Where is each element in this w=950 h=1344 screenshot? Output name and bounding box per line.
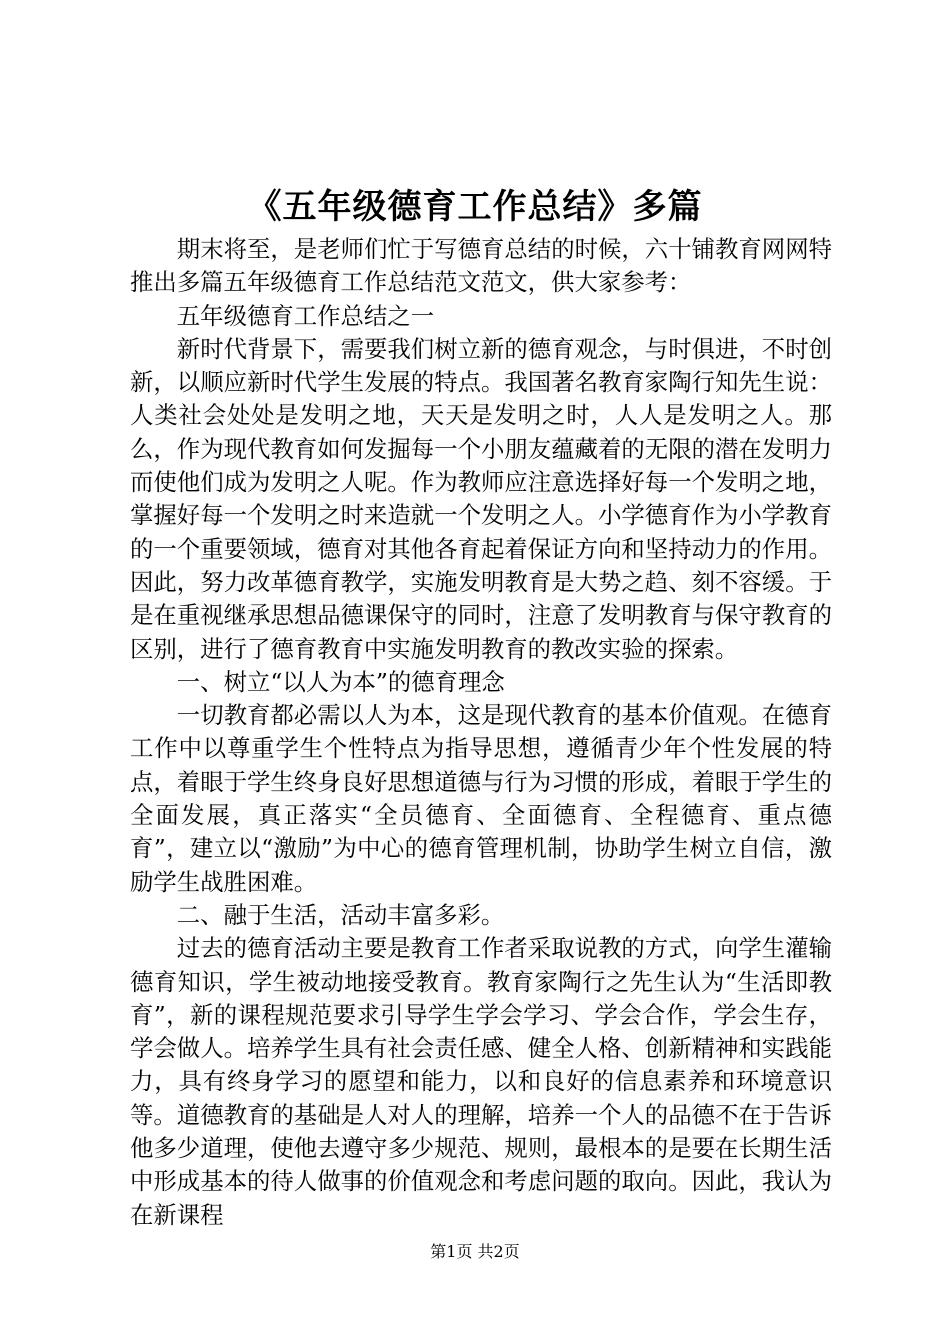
section-heading-two: 二、融于生活，活动丰富多彩。 — [176, 900, 505, 929]
document-body — [130, 233, 832, 1232]
body-paragraph: 一切教育都必需以人为本，这是现代教育的基本价值观。在德育工作中以尊重学生个性特点为指导思想，遵循青少年个性发展的特点，着眼于学生终身良好思想道德与行为习惯的形成，着眼于学生的全面发展，真正落实“全员德育、全面德育、全程德育、重点德育”，建立以“激励”为中心的德育管理机制，协助学生树立自信，激励学生战胜困难。 — [130, 701, 832, 896]
intro-paragraph: 期末将至，是老师们忙于写德育总结的时候，六十铺教育网网特推出多篇五年级德育工作总结范文范文，供大家参考： — [130, 235, 832, 297]
section-heading-one: 一、树立“以人为本”的德育理念 — [176, 667, 505, 696]
page-footer: 第1页 共2页 — [430, 1242, 520, 1261]
body-paragraph: 新时代背景下，需要我们树立新的德育观念，与时俱进，不时创新，以顺应新时代学生发展的特点。我国著名教育家陶行知先生说：人类社会处处是发明之地，天天是发明之时，人人是发明之人。那么，作为现代教育如何发掘每一个小朋友蕴藏着的无限的潜在发明力而使他们成为发明之人呢。作为教师应注意选择好每一个发明之地，掌握好每一个发明之时来造就一个发明之人。小学德育作为小学教育的一个重要领域，德育对其他各育起着保证方向和坚持动力的作用。因此，努力改革德育教学，实施发明教育是大势之趋、刻不容缓。于是在重视继承思想品德课保守的同时，注意了发明教育与保守教育的区别，进行了德育教育中实施发明教育的教改实验的探索。 — [130, 334, 832, 663]
body-paragraph: 过去的德育活动主要是教育工作者采取说教的方式，向学生灌输德育知识，学生被动地接受教育。教育家陶行之先生认为“生活即教育”，新的课程规范要求引导学生学会学习、学会合作，学会生存，学会做人。培养学生具有社会责任感、健全人格、创新精神和实践能力，具有终身学习的愿望和能力，以和良好的信息素养和环境意识等。道德教育的基础是人对人的理解，培养一个人的品德不在于告诉他多少道理，使他去遵守多少规范、规则，最根本的是要在长期生活中形成基本的待人做事的价值观念和考虑问题的取向。因此，我认为在新课程 — [130, 934, 832, 1229]
section-heading-summary-one: 五年级德育工作总结之一 — [176, 301, 435, 330]
document-title: 《五年级德育工作总结》多篇 — [247, 187, 703, 227]
